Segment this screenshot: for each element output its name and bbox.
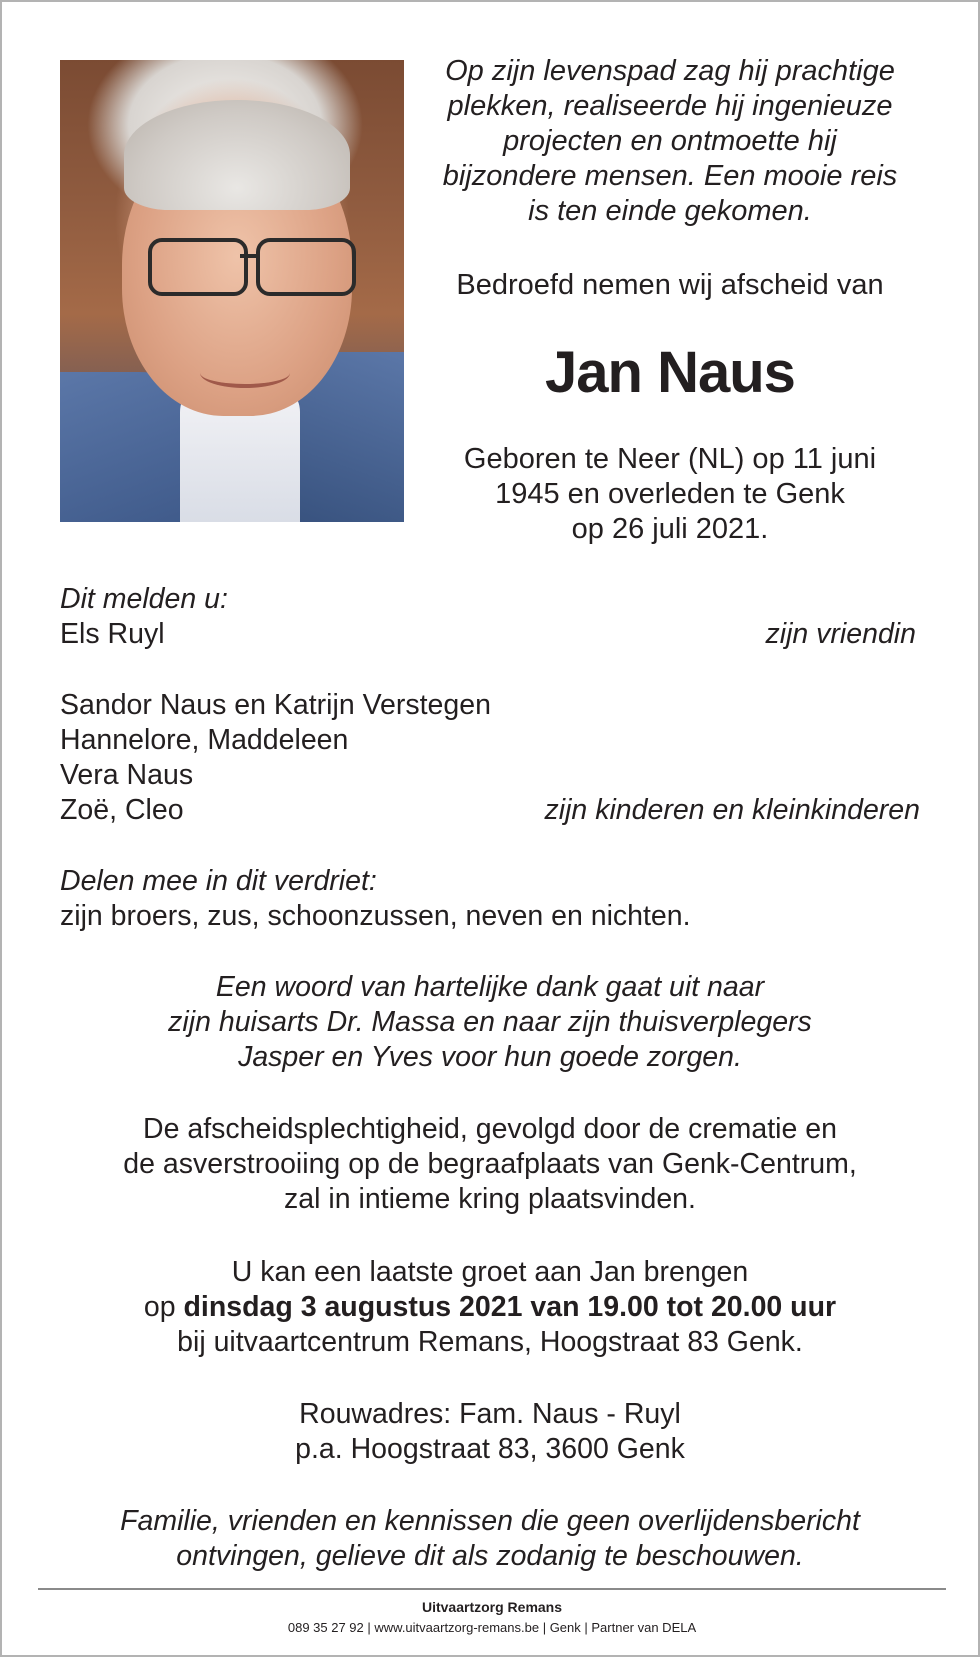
visit-date: dinsdag 3 augustus 2021 van 19.00 tot 20.00 uur (183, 1291, 837, 1323)
poem-line: Op zijn levenspad zag hij prachtige (445, 55, 895, 87)
thanks-line: Jasper en Yves voor hun goede zorgen. (238, 1041, 742, 1073)
child-row (60, 793, 920, 828)
poem-line: bijzondere mensen. Een mooie reis (442, 160, 898, 192)
poem-line: is ten einde gekomen. (528, 195, 812, 227)
thanks-line: zijn huisarts Dr. Massa en naar zijn thuisverplegers (168, 1006, 812, 1038)
ceremony-line: zal in intieme kring plaatsvinden. (284, 1183, 696, 1215)
address-line: Rouwadres: Fam. Naus - Ruyl (299, 1398, 681, 1430)
address-text (60, 1397, 920, 1467)
ceremony-line: de asverstrooiing op de begraafplaats van Genk-Centrum, (123, 1148, 857, 1180)
partner-relation: zijn vriendin (765, 618, 916, 650)
visit-text (60, 1255, 920, 1360)
visit-line: U kan een laatste groet aan Jan brengen (231, 1256, 749, 1288)
partner-row (60, 617, 920, 652)
child-row: Sandor Naus en Katrijn Verstegen (60, 689, 491, 721)
share-heading: Delen mee in dit verdriet: (60, 865, 377, 897)
child-row: Vera Naus (60, 759, 194, 791)
share-text: zijn broers, zus, schoonzussen, neven en nichten. (60, 900, 691, 932)
children-relation: zijn kinderen en kleinkinderen (544, 794, 920, 826)
birth-death-line: op 26 juli 2021. (571, 513, 769, 545)
notice-line: Familie, vrienden en kennissen die geen overlijdensbericht (120, 1505, 860, 1537)
partner-name: Els Ruyl (60, 618, 165, 650)
birth-death-line: Geboren te Neer (NL) op 11 juni (463, 443, 877, 475)
birth-death-line: 1945 en overleden te Genk (495, 478, 845, 510)
poem (414, 54, 926, 229)
poem-line: projecten en ontmoette hij (503, 125, 837, 157)
footer-company: Uitvaartzorg Remans (421, 1599, 563, 1615)
visit-line: bij uitvaartcentrum Remans, Hoogstraat 83 Genk. (177, 1326, 803, 1358)
portrait-photo (60, 60, 404, 522)
photo-hair (124, 100, 350, 210)
photo-glasses-bridge (240, 254, 260, 258)
address-line: p.a. Hoogstraat 83, 3600 Genk (295, 1433, 685, 1465)
announce-heading: Dit melden u: (60, 583, 228, 615)
poem-line: plekken, realiseerde hij ingenieuze (447, 90, 893, 122)
thanks-text (60, 970, 920, 1075)
birth-death-info (414, 442, 926, 547)
visit-prefix: op (143, 1291, 184, 1323)
ceremony-text (60, 1112, 920, 1217)
thanks-line: Een woord van hartelijke dank gaat uit naar (215, 971, 765, 1003)
photo-glasses-left (148, 238, 248, 296)
notice-text (60, 1504, 920, 1574)
footer-divider (38, 1588, 946, 1590)
child-row: Hannelore, Maddeleen (60, 724, 349, 756)
intro-text: Bedroefd nemen wij afscheid van (456, 269, 884, 301)
ceremony-line: De afscheidsplechtigheid, gevolgd door de crematie en (143, 1113, 837, 1145)
notice-line: ontvingen, gelieve dit als zodanig te beschouwen. (176, 1540, 804, 1572)
photo-glasses-right (256, 238, 356, 296)
child-names: Zoë, Cleo (60, 794, 184, 826)
footer-info: 089 35 27 92 | www.uitvaartzorg-remans.be | Genk | Partner van DELA (287, 1620, 697, 1635)
photo-smile (200, 358, 290, 388)
visit-date-line (60, 1290, 920, 1325)
deceased-name: Jan Naus (545, 340, 795, 405)
